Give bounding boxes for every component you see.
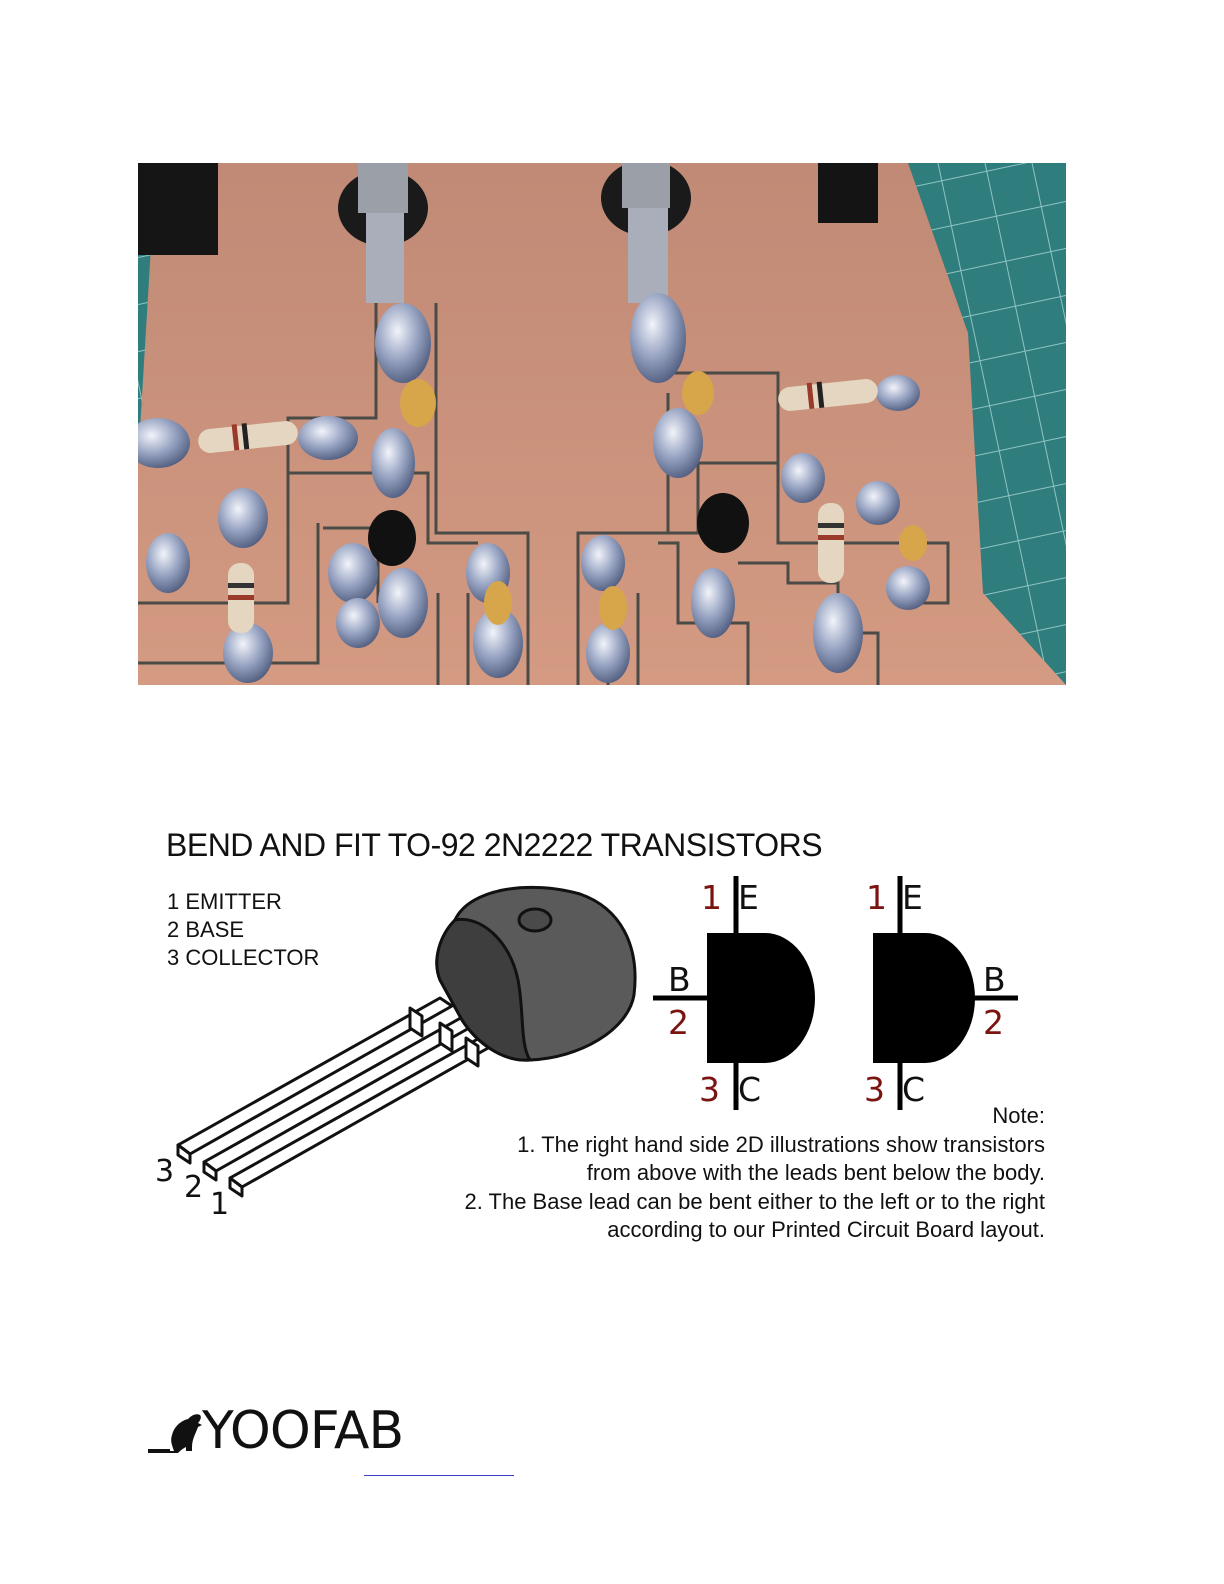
note-line: 2. The Base lead can be bent either to the left or to the right <box>464 1188 1045 1214</box>
note-line: 1. The right hand side 2D illustrations show transistors <box>517 1131 1045 1157</box>
left-emitter-number: 1 <box>701 878 722 917</box>
left-collector-number: 3 <box>699 1070 720 1109</box>
note-heading: Note: <box>992 1103 1045 1128</box>
note-line: according to our Printed Circuit Board layout. <box>607 1217 1045 1242</box>
legend-item-collector: 3 COLLECTOR <box>167 945 320 970</box>
left-emitter-letter: E <box>738 878 759 917</box>
pcb-photo-icon <box>138 163 1066 685</box>
link-underline[interactable] <box>364 1475 514 1476</box>
lead-number-3: 3 <box>155 1154 175 1189</box>
right-base-number: 2 <box>983 1003 1004 1042</box>
right-collector-letter: C <box>902 1070 926 1109</box>
note-block <box>464 1102 1045 1245</box>
lead-number-1: 1 <box>210 1187 230 1222</box>
left-collector-letter: C <box>738 1070 762 1109</box>
legend-item-emitter: 1 EMITTER <box>167 889 282 914</box>
diagram-title: BEND AND FIT TO-92 2N2222 TRANSISTORS <box>166 827 823 863</box>
note-line: from above with the leads bent below the body. <box>586 1160 1045 1185</box>
brand-logo <box>148 1401 404 1462</box>
right-emitter-letter: E <box>902 878 923 917</box>
right-emitter-number: 1 <box>866 878 887 917</box>
left-base-letter: B <box>668 960 691 999</box>
right-collector-number: 3 <box>864 1070 885 1109</box>
left-base-number: 2 <box>668 1003 689 1042</box>
pcb-photo <box>138 163 1066 685</box>
legend-item-base: 2 BASE <box>167 917 245 942</box>
beaver-icon <box>148 1407 208 1457</box>
lead-number-2: 2 <box>184 1170 204 1205</box>
brand-name: YOOFAB <box>202 1401 404 1461</box>
right-base-letter: B <box>983 960 1006 999</box>
